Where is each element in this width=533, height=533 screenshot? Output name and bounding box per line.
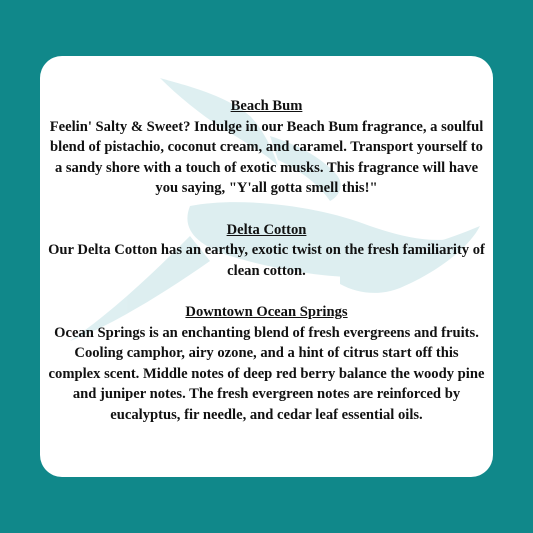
section-heading: Downtown Ocean Springs bbox=[185, 303, 348, 320]
section-body: Feelin' Salty & Sweet? Indulge in our Beach Bum fragrance, a soulful blend of pistachio, coconut cream, and caramel. Transport yourself to a sandy shore with a touch of exotic musks. This fragrance will have you saying, "Y'all gotta smell this!" bbox=[49, 118, 484, 197]
section-heading: Beach Bum bbox=[230, 98, 303, 114]
section-body: Our Delta Cotton has an earthy, exotic twist on the fresh familiarity of clean cotton. bbox=[48, 242, 485, 279]
section-delta-cotton bbox=[40, 220, 493, 282]
description-list bbox=[40, 96, 493, 446]
content-card bbox=[40, 56, 493, 477]
section-downtown-ocean-springs bbox=[40, 302, 493, 426]
section-body: Ocean Springs is an enchanting blend of fresh evergreens and fruits. Cooling camphor, airy ozone, and a hint of citrus start off this complex scent. Middle notes of deep red berry balance the woody pine and juniper notes. The fresh evergreen notes are reinforced by eucalyptus, fir needle, and cedar leaf essential oils. bbox=[48, 324, 485, 423]
section-beach-bum bbox=[40, 96, 493, 199]
section-heading: Delta Cotton bbox=[226, 221, 307, 238]
